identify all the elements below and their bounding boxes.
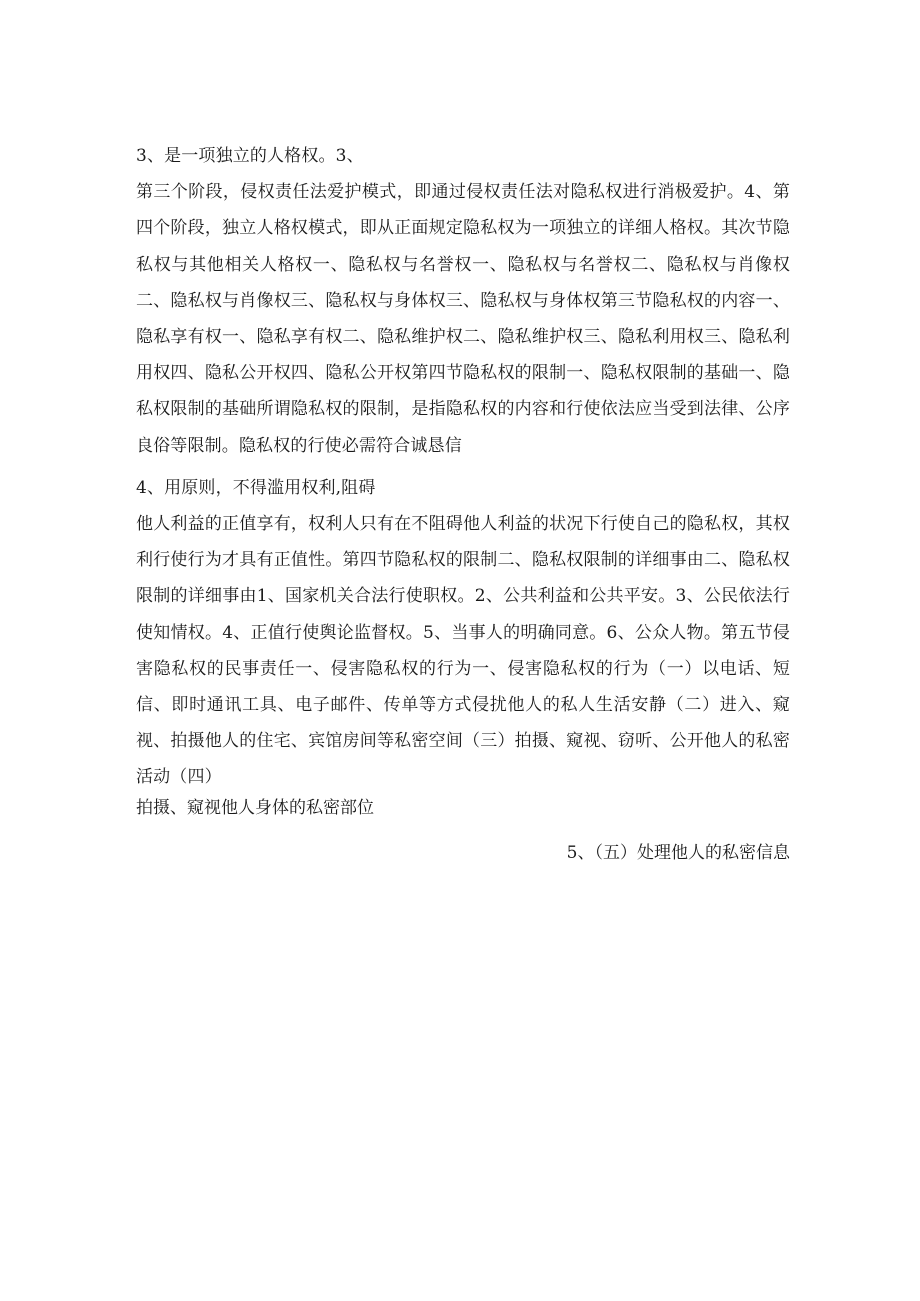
paragraph-2 <box>136 470 790 796</box>
paragraph-1 <box>136 138 790 464</box>
paragraph-1-body: 第三个阶段，侵权责任法爱护模式，即通过侵权责任法对隐私权进行消极爱护。4、第四个阶段，独立人格权模式，即从正面规定隐私权为一项独立的详细人格权。其次节隐私权与其他相关人格权一、隐私权与名誉权一、隐私权与名誉权二、隐私权与肖像权二、隐私权与肖像权三、隐私权与身体权三、隐私权与身体权第三节隐私权的内容一、隐私享有权一、隐私享有权二、隐私维护权二、隐私维护权三、隐私利用权三、隐私利用权四、隐私公开权四、隐私公开权第四节隐私权的限制一、隐私权限制的基础一、隐私权限制的基础所谓隐私权的限制，是指隐私权的内容和行使依法应当受到法律、公序良俗等限制。隐私权的行使必需符合诚恳信 <box>136 182 790 456</box>
paragraph-2-body: 他人利益的正值享有，权利人只有在不阻碍他人利益的状况下行使自己的隐私权，其权利行使行为才具有正值性。第四节隐私权的限制二、隐私权限制的详细事由二、隐私权限制的详细事由1、国家机关合法行使职权。2、公共利益和公共平安。3、公民依法行使知情权。4、正值行使舆论监督权。5、当事人的明确同意。6、公众人物。第五节侵害隐私权的民事责任一、侵害隐私权的行为一、侵害隐私权的行为（一）以电话、短信、即时通讯工具、电子邮件、传单等方式侵扰他人的私人生活安静（二）进入、窥视、拍摄他人的住宅、宾馆房间等私密空间（三）拍摄、窥视、窃听、公开他人的私密活动（四） <box>136 514 790 788</box>
paragraph-3: 拍摄、窥视他人身体的私密部位 <box>136 797 374 818</box>
paragraph-4: 5、（五）处理他人的私密信息 <box>566 842 790 863</box>
spacer <box>136 821 790 835</box>
document-page <box>136 138 790 871</box>
paragraph-1-lead: 3、是一项独立的人格权。3、 <box>136 146 364 166</box>
paragraph-2-lead: 4、用原则，不得滥用权利,阻碍 <box>136 477 376 498</box>
